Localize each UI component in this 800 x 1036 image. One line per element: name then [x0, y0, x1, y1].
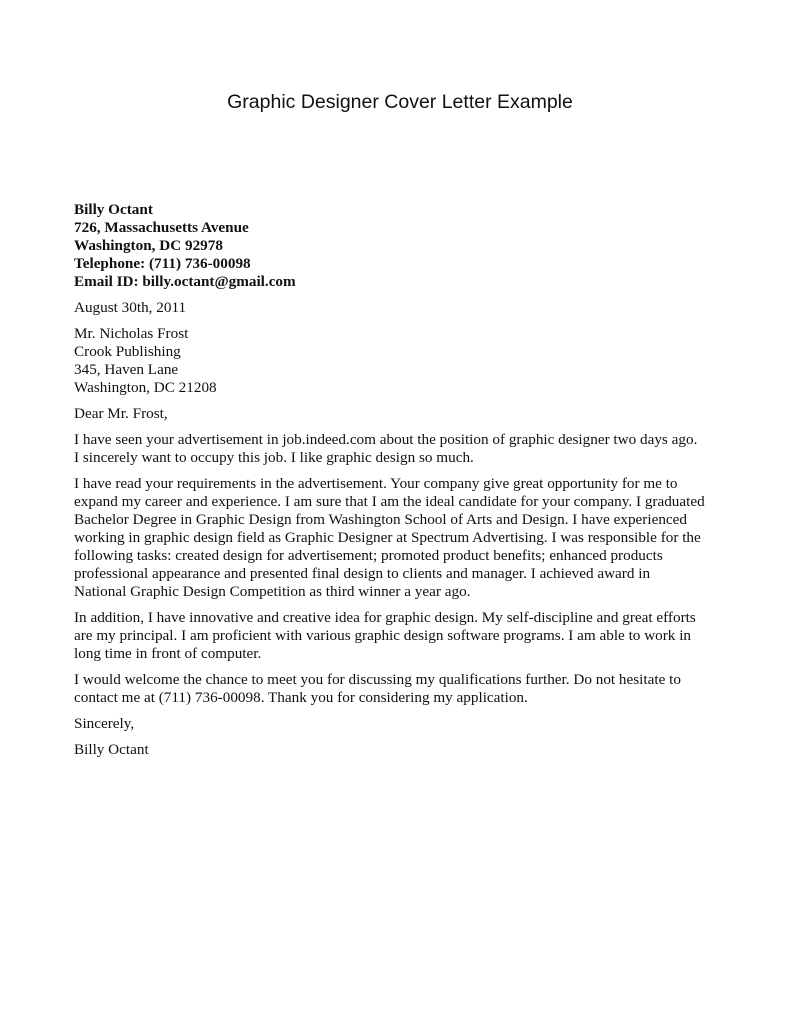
closing-block: [74, 715, 734, 733]
letter-body: [74, 201, 734, 767]
paragraph-1: [74, 431, 734, 467]
paragraph-line: I would welcome the chance to meet you for discussing my qualifications further. Do not hesitate to: [74, 671, 681, 688]
paragraph-line: Bachelor Degree in Graphic Design from Washington School of Arts and Design. I have experienced: [74, 511, 687, 528]
sender-name: Billy Octant: [74, 201, 153, 218]
paragraph-line: In addition, I have innovative and creative idea for graphic design. My self-discipline and great efforts: [74, 609, 696, 626]
document-title: Graphic Designer Cover Letter Example: [227, 91, 573, 113]
sender-address: 726, Massachusetts Avenue: [74, 219, 249, 236]
paragraph-2: [74, 475, 734, 601]
paragraph-line: expand my career and experience. I am sure that I am the ideal candidate for your company. I graduated: [74, 493, 705, 510]
recipient-block: [74, 325, 734, 397]
paragraph-line: National Graphic Design Competition as third winner a year ago.: [74, 583, 471, 600]
paragraph-line: professional appearance and presented final design to clients and manager. I achieved award in: [74, 565, 651, 582]
signature: Billy Octant: [74, 741, 149, 758]
paragraph-line: working in graphic design field as Graphic Designer at Spectrum Advertising. I was responsible for the: [74, 529, 701, 546]
recipient-company: Crook Publishing: [74, 343, 181, 360]
sender-city: Washington, DC 92978: [74, 237, 223, 254]
salutation: Dear Mr. Frost,: [74, 405, 168, 422]
paragraph-line: I have seen your advertisement in job.indeed.com about the position of graphic designer two days ago.: [74, 431, 698, 448]
paragraph-4: [74, 671, 734, 707]
sender-telephone: Telephone: (711) 736-00098: [74, 255, 251, 272]
date-text: August 30th, 2011: [74, 299, 187, 316]
paragraph-line: following tasks: created design for advertisement; promoted product benefits; enhanced products: [74, 547, 663, 564]
salutation-block: [74, 405, 734, 423]
paragraph-line: are my principal. I am proficient with various graphic design software programs. I am able to work in: [74, 627, 692, 644]
letter-date: [74, 299, 734, 317]
paragraph-line: long time in front of computer.: [74, 645, 262, 662]
sender-block: [74, 201, 734, 291]
recipient-street: 345, Haven Lane: [74, 361, 179, 378]
sender-email: Email ID: billy.octant@gmail.com: [74, 273, 296, 290]
paragraph-line: contact me at (711) 736-00098. Thank you for considering my application.: [74, 689, 528, 706]
paragraph-line: I have read your requirements in the advertisement. Your company give great opportunity for me to: [74, 475, 678, 492]
paragraph-line: I sincerely want to occupy this job. I like graphic design so much.: [74, 449, 474, 466]
recipient-name: Mr. Nicholas Frost: [74, 325, 189, 342]
closing: Sincerely,: [74, 715, 135, 732]
recipient-city: Washington, DC 21208: [74, 379, 217, 396]
signature-block: [74, 741, 734, 759]
paragraph-3: [74, 609, 734, 663]
